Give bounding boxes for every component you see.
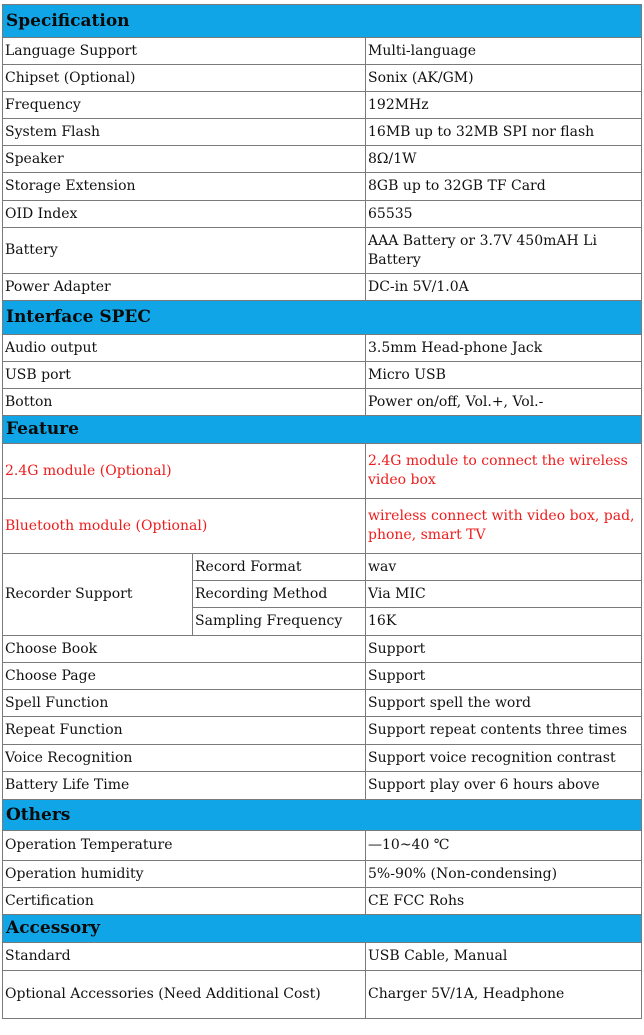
row-label: Choose Book <box>3 636 366 663</box>
table-row <box>3 888 642 915</box>
sub-label: Sampling Frequency <box>193 608 366 636</box>
row-value: Support repeat contents three times <box>366 717 642 745</box>
table-row <box>3 772 642 800</box>
row-label: Audio output <box>3 335 366 362</box>
row-label: OID Index <box>3 201 366 228</box>
row-value: Support <box>366 636 642 663</box>
table-row <box>3 636 642 663</box>
row-label: Chipset (Optional) <box>3 65 366 92</box>
table-row <box>3 38 642 65</box>
row-value: 16K <box>366 608 642 636</box>
row-label: Battery <box>3 228 366 274</box>
row-label: Certification <box>3 888 366 915</box>
section-title: Accessory <box>3 915 642 943</box>
table-row <box>3 499 642 554</box>
table-row <box>3 119 642 146</box>
row-label: Botton <box>3 389 366 416</box>
row-value: Via MIC <box>366 581 642 608</box>
table-row <box>3 690 642 717</box>
row-value: 16MB up to 32MB SPI nor flash <box>366 119 642 146</box>
row-label: Operation humidity <box>3 861 366 888</box>
row-label: Speaker <box>3 146 366 173</box>
table-row <box>3 943 642 971</box>
row-label: Bluetooth module (Optional) <box>3 499 366 554</box>
row-value: Support play over 6 hours above <box>366 772 642 800</box>
row-label: Choose Page <box>3 663 366 690</box>
row-label: Operation Temperature <box>3 831 366 861</box>
table-row <box>3 335 642 362</box>
table-row <box>3 389 642 416</box>
table-row <box>3 745 642 772</box>
row-label: Spell Function <box>3 690 366 717</box>
row-value: Micro USB <box>366 362 642 389</box>
table-row <box>3 444 642 499</box>
section-header-others <box>3 800 642 831</box>
row-value: Support voice recognition contrast <box>366 745 642 772</box>
row-value: 8Ω/1W <box>366 146 642 173</box>
row-value: 3.5mm Head-phone Jack <box>366 335 642 362</box>
row-value: 65535 <box>366 201 642 228</box>
row-label: Standard <box>3 943 366 971</box>
row-value: —10~40 ℃ <box>366 831 642 861</box>
row-label: Battery Life Time <box>3 772 366 800</box>
row-value: USB Cable, Manual <box>366 943 642 971</box>
recorder-label: Recorder Support <box>3 554 193 636</box>
table-row <box>3 228 642 274</box>
section-title: Interface SPEC <box>3 301 642 335</box>
row-value: wav <box>366 554 642 581</box>
table-row <box>3 201 642 228</box>
row-value: Sonix (AK/GM) <box>366 65 642 92</box>
table-row <box>3 971 642 1019</box>
table-row <box>3 146 642 173</box>
row-value: DC-in 5V/1.0A <box>366 274 642 301</box>
row-value: 5%-90% (Non-condensing) <box>366 861 642 888</box>
sub-label: Record Format <box>193 554 366 581</box>
table-row <box>3 861 642 888</box>
section-header-feature <box>3 416 642 444</box>
section-title: Feature <box>3 416 642 444</box>
section-header-interface <box>3 301 642 335</box>
spec-table <box>2 4 642 1019</box>
row-value: CE FCC Rohs <box>366 888 642 915</box>
row-label: Language Support <box>3 38 366 65</box>
row-value: Charger 5V/1A, Headphone <box>366 971 642 1019</box>
row-value: 2.4G module to connect the wireless video box <box>366 444 642 499</box>
row-value: wireless connect with video box, pad, phone, smart TV <box>366 499 642 554</box>
row-label: 2.4G module (Optional) <box>3 444 366 499</box>
row-label: Voice Recognition <box>3 745 366 772</box>
row-value: Power on/off, Vol.+, Vol.- <box>366 389 642 416</box>
table-row <box>3 274 642 301</box>
table-row <box>3 554 642 581</box>
row-label: Repeat Function <box>3 717 366 745</box>
section-header-specification <box>3 5 642 38</box>
row-label: Frequency <box>3 92 366 119</box>
table-row <box>3 65 642 92</box>
table-row <box>3 362 642 389</box>
section-header-accessory <box>3 915 642 943</box>
table-row <box>3 663 642 690</box>
row-value: Multi-language <box>366 38 642 65</box>
row-label: Power Adapter <box>3 274 366 301</box>
row-label: Storage Extension <box>3 173 366 201</box>
row-value: 192MHz <box>366 92 642 119</box>
row-value: Support spell the word <box>366 690 642 717</box>
row-value: Support <box>366 663 642 690</box>
row-label: System Flash <box>3 119 366 146</box>
table-row <box>3 173 642 201</box>
row-value: 8GB up to 32GB TF Card <box>366 173 642 201</box>
row-label: USB port <box>3 362 366 389</box>
table-row <box>3 92 642 119</box>
section-title: Others <box>3 800 642 831</box>
sub-label: Recording Method <box>193 581 366 608</box>
table-row <box>3 717 642 745</box>
row-label: Optional Accessories (Need Additional Cost) <box>3 971 366 1019</box>
section-title: Specification <box>3 5 642 38</box>
row-value: AAA Battery or 3.7V 450mAH Li Battery <box>366 228 642 274</box>
table-row <box>3 831 642 861</box>
